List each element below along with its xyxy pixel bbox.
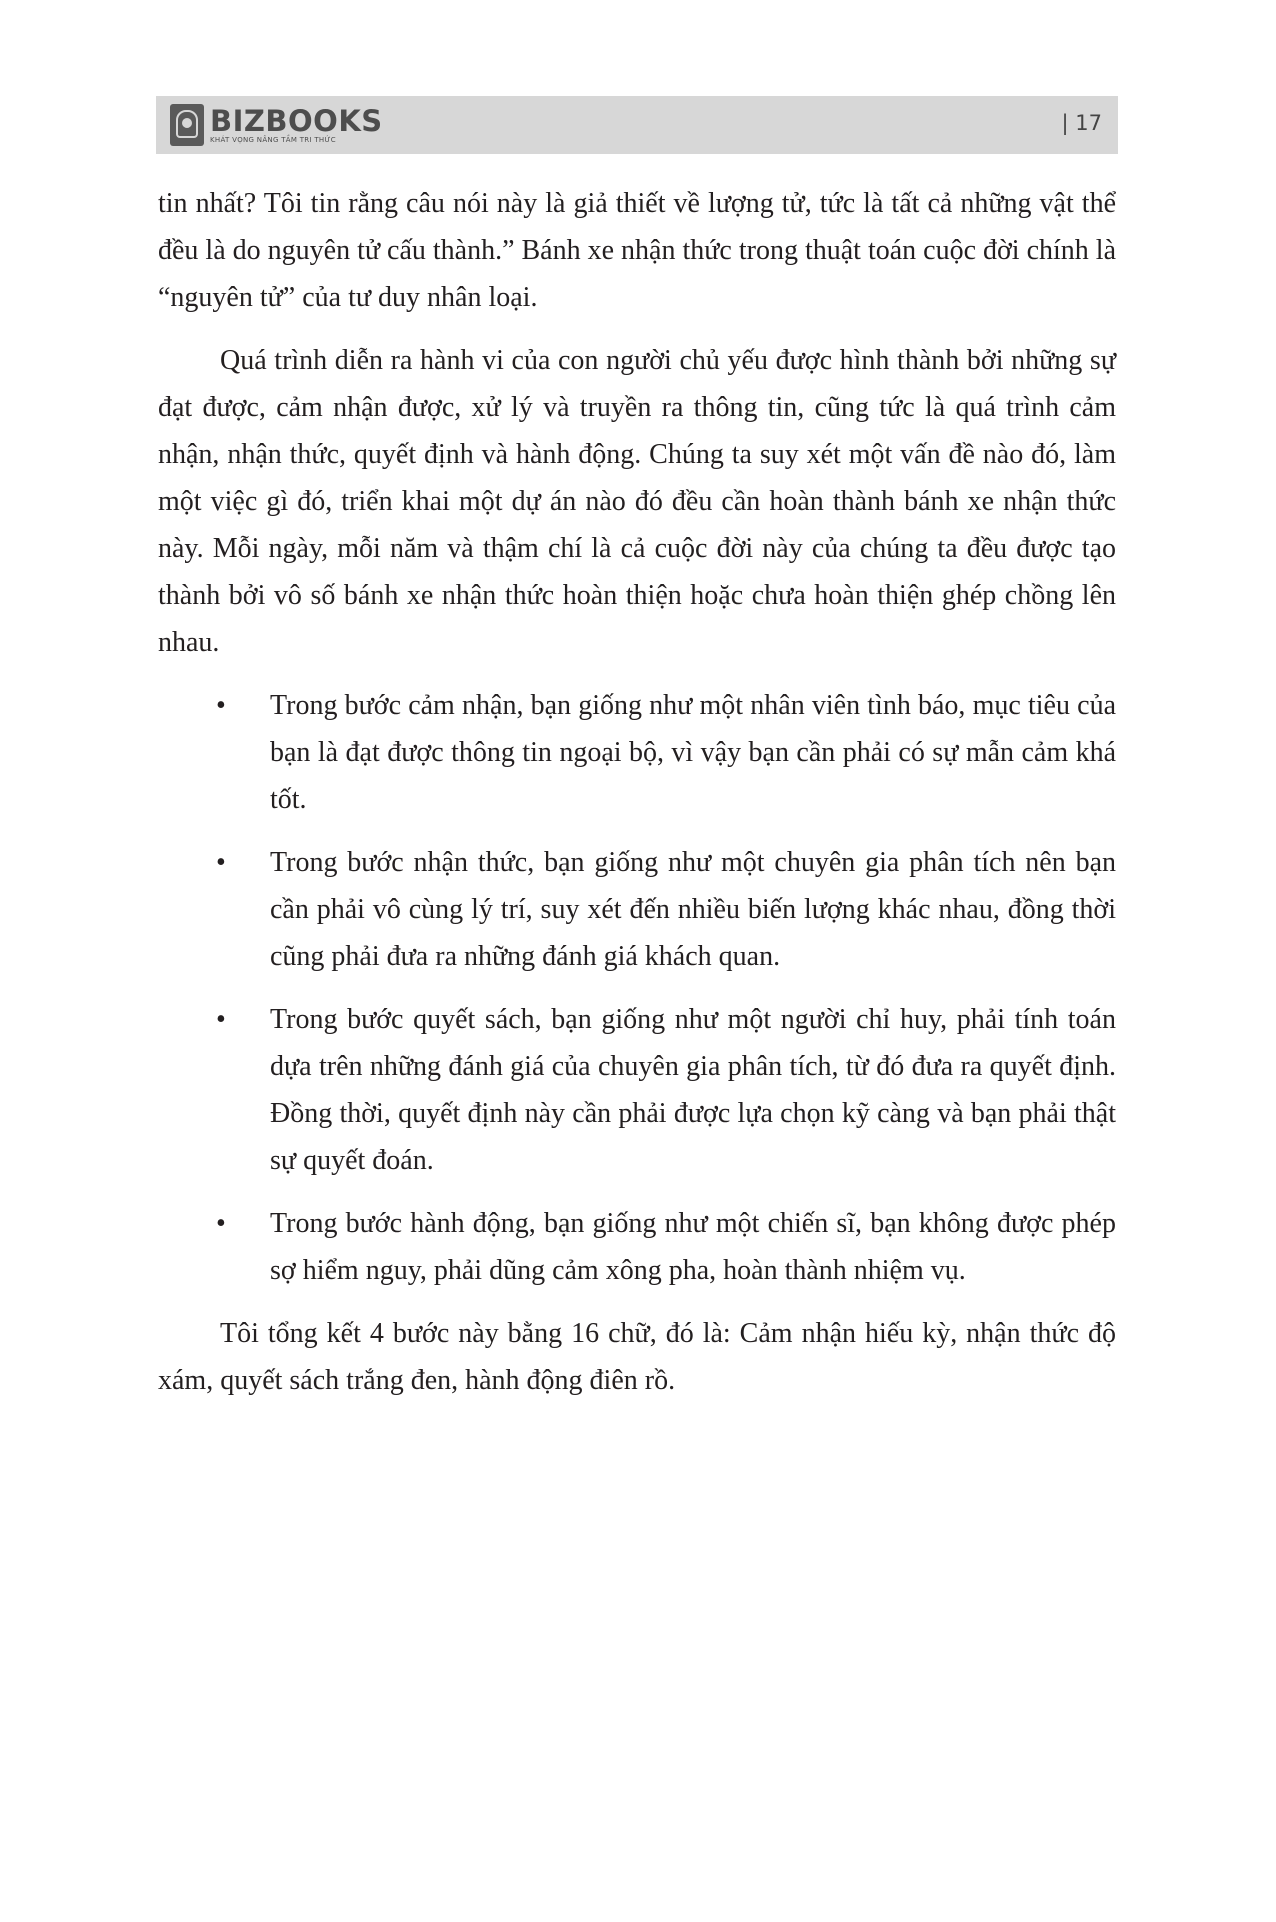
list-item-action — [216, 1200, 1116, 1294]
bullet-icon: • — [216, 1208, 226, 1239]
bullet-icon: • — [216, 847, 226, 878]
list-item-perception — [216, 682, 1116, 823]
page-body — [158, 180, 1116, 1420]
publisher-logo — [170, 102, 383, 148]
logo-text — [210, 103, 383, 145]
steps-bullet-list — [158, 682, 1116, 1294]
page-number: | 17 — [1061, 111, 1102, 135]
paragraph-behavior-process: Quá trình diễn ra hành vi của con người chủ yếu được hình thành bởi những sự đạt được, cảm nhận được, xử lý và truyền ra thông tin, cũng tức là quá trình cảm nhận, nhận thức, quyết định và hành động. Chúng ta suy xét một vấn đề nào đó, làm một việc gì đó, triển khai một dự án nào đó đều cần hoàn thành bánh xe nhận thức này. Mỗi ngày, mỗi năm và thậm chí là cả cuộc đời này của chúng ta đều được tạo thành bởi vô số bánh xe nhận thức hoàn thiện hoặc chưa hoàn thiện ghép chồng lên nhau. — [158, 345, 1116, 658]
list-item-cognition — [216, 839, 1116, 980]
paragraph-summary: Tôi tổng kết 4 bước này bằng 16 chữ, đó là: Cảm nhận hiếu kỳ, nhận thức độ xám, quyết sách trắng đen, hành động điên rồ. — [158, 1318, 1116, 1396]
list-item-text: Trong bước hành động, bạn giống như một chiến sĩ, bạn không được phép sợ hiểm nguy, phải dũng cảm xông pha, hoàn thành nhiệm vụ. — [270, 1208, 1116, 1286]
list-item-text: Trong bước nhận thức, bạn giống như một chuyên gia phân tích nên bạn cần phải vô cùng lý trí, suy xét đến nhiều biến lượng khác nhau, đồng thời cũng phải đưa ra những đánh giá khách quan. — [270, 847, 1116, 972]
bullet-icon: • — [216, 690, 226, 721]
list-item-decision — [216, 996, 1116, 1184]
paragraph-continued: tin nhất? Tôi tin rằng câu nói này là giả thiết về lượng tử, tức là tất cả những vật thể đều là do nguyên tử cấu thành.” Bánh xe nhận thức trong thuật toán cuộc đời chính là “nguyên tử” của tư duy nhân loại. — [158, 188, 1117, 313]
running-header — [156, 96, 1118, 154]
brand-tagline: KHÁT VỌNG NÂNG TẦM TRI THỨC — [210, 135, 336, 144]
brand-name: BIZBOOKS — [210, 103, 383, 138]
list-item-text: Trong bước cảm nhận, bạn giống như một nhân viên tình báo, mục tiêu của bạn là đạt được thông tin ngoại bộ, vì vậy bạn cần phải có sự mẫn cảm khá tốt. — [270, 690, 1116, 815]
lion-head-icon — [170, 104, 204, 146]
list-item-text: Trong bước quyết sách, bạn giống như một người chỉ huy, phải tính toán dựa trên những đánh giá của chuyên gia phân tích, từ đó đưa ra quyết định. Đồng thời, quyết định này cần phải được lựa chọn kỹ càng và bạn phải thật sự quyết đoán. — [270, 1004, 1116, 1176]
bullet-icon: • — [216, 1004, 226, 1035]
